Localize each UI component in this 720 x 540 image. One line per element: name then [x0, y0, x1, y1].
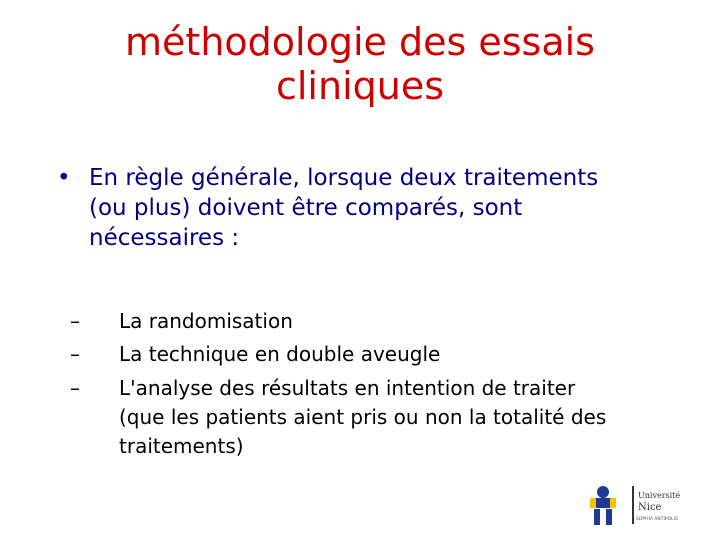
sub-item-text: L'analyse des résultats en intention de traiter (que les patients aient pris ou non la totalité des traitements)	[119, 376, 607, 458]
svg-text:SOPHIA ANTIPOLIS: SOPHIA ANTIPOLIS	[636, 517, 678, 522]
slide-title	[60, 20, 660, 108]
sub-item-marker: –	[70, 342, 80, 366]
slide-title-text: méthodologie des essais cliniques	[125, 20, 595, 108]
logo-emblem-icon	[588, 486, 618, 526]
sub-item-intention-to-treat	[70, 374, 670, 461]
sub-item-randomisation	[70, 307, 670, 336]
sub-item-text: La technique en double aveugle	[119, 342, 441, 366]
svg-text:Nice: Nice	[638, 502, 662, 513]
bullet-marker: •	[57, 165, 71, 191]
svg-text:Université: Université	[638, 491, 681, 500]
sub-item-marker: –	[70, 376, 80, 400]
sub-item-marker: –	[70, 309, 80, 333]
main-bullet	[57, 163, 677, 253]
sub-item-text: La randomisation	[119, 309, 293, 333]
logo-wordmark	[633, 486, 680, 524]
sub-item-double-blind	[70, 340, 670, 369]
university-logo	[586, 480, 682, 528]
bullet-text: En règle générale, lorsque deux traitements (ou plus) doivent être comparés, sont nécessaires :	[89, 165, 599, 251]
